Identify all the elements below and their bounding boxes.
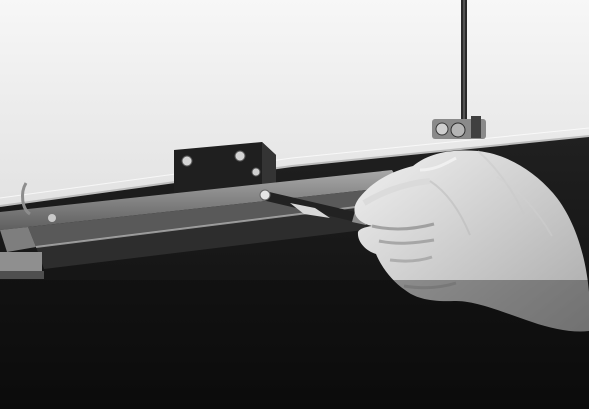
bolt-icon bbox=[252, 168, 260, 176]
lower-shadow bbox=[0, 280, 589, 409]
rod-clamp bbox=[432, 116, 486, 139]
bolt-icon bbox=[235, 151, 245, 161]
bolt-icon bbox=[182, 156, 192, 166]
